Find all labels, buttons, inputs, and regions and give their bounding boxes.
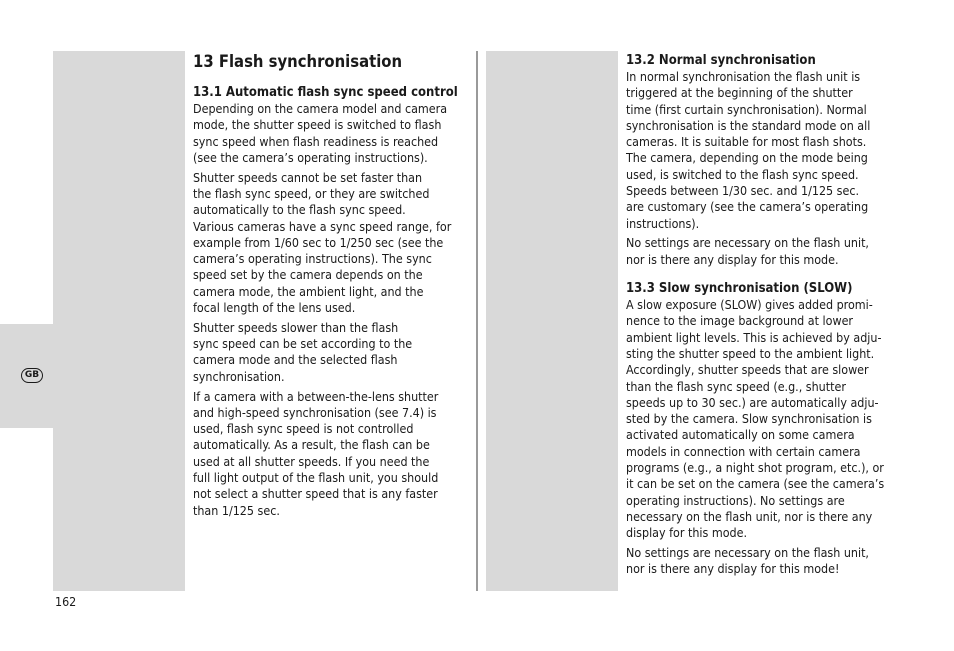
section-heading-13-3: 13.3 Slow synchronisation (SLOW) [626, 281, 853, 297]
paragraph: Shutter speeds slower than the flash sync speed can be set according to the camera mode and the selected flash synchronisation. [193, 319, 413, 384]
left-margin-bar [53, 51, 185, 591]
language-badge: GB [21, 368, 43, 383]
paragraph: Shutter speeds cannot be set faster than the flash sync speed, or they are switched automatically to the flash sync speed. Various cameras have a sync speed range, for example from 1/60 sec to 1/250 sec (see the camera’s operating instructions). The sync speed set by the camera depends on the camera mode, the ambient light, and the focal length of the lens used. [193, 169, 452, 316]
left-column [193, 52, 469, 522]
paragraph: Depending on the camera model and camera mode, the shutter speed is switched to flash sync speed when flash readiness is reached (see the camera’s operating instructions). [193, 101, 448, 165]
paragraph: No settings are necessary on the flash unit, nor is there any display for this mode. [626, 235, 869, 267]
paragraph: If a camera with a between-the-lens shutter and high-speed synchronisation (see 7.4) is used, flash sync speed is not controlled automatically. As a result, the flash can be used at all shutter speeds. If you need the full light output of the flash unit, you should not select a shutter speed that is any faster than 1/125 sec. [193, 388, 439, 518]
paragraph: No settings are necessary on the flash unit, nor is there any display for this mode! [626, 545, 869, 577]
section-heading-13-1: 13.1 Automatic flash sync speed control [193, 85, 458, 100]
chapter-title: 13 Flash synchronisation [193, 52, 403, 71]
column-divider [476, 51, 478, 591]
right-margin-bar [486, 51, 618, 591]
paragraph: In normal synchronisation the flash unit is triggered at the beginning of the shutter time (first curtain synchronisation). Normal synchronisation is the standard mode on all cameras. It is suitable for most flash shots. The camera, depending on the mode being used, is switched to the flash sync speed. Speeds between 1/30 sec. and 1/125 sec. are customary (see the camera’s operating instructions). [626, 69, 871, 231]
paragraph: A slow exposure (SLOW) gives added promi- nence to the image background at lower ambient light levels. This is achieved by adju- sting the shutter speed to the ambient light. Accordingly, shutter speeds that are slower than the flash sync speed (e.g., shutter speeds up to 30 sec.) are automatically adju- sted by the camera. Slow synchronisation is activated automatically on some camera models in connection with certain camera programs (e.g., a night shot program, etc.), or it can be set on the camera (see the camera’s operating instructions). No settings are necessary on the flash unit, nor is there any display for this mode. [626, 297, 885, 541]
right-column [626, 52, 902, 581]
page-number: 162 [55, 594, 77, 609]
section-heading-13-2: 13.2 Normal synchronisation [626, 53, 816, 68]
